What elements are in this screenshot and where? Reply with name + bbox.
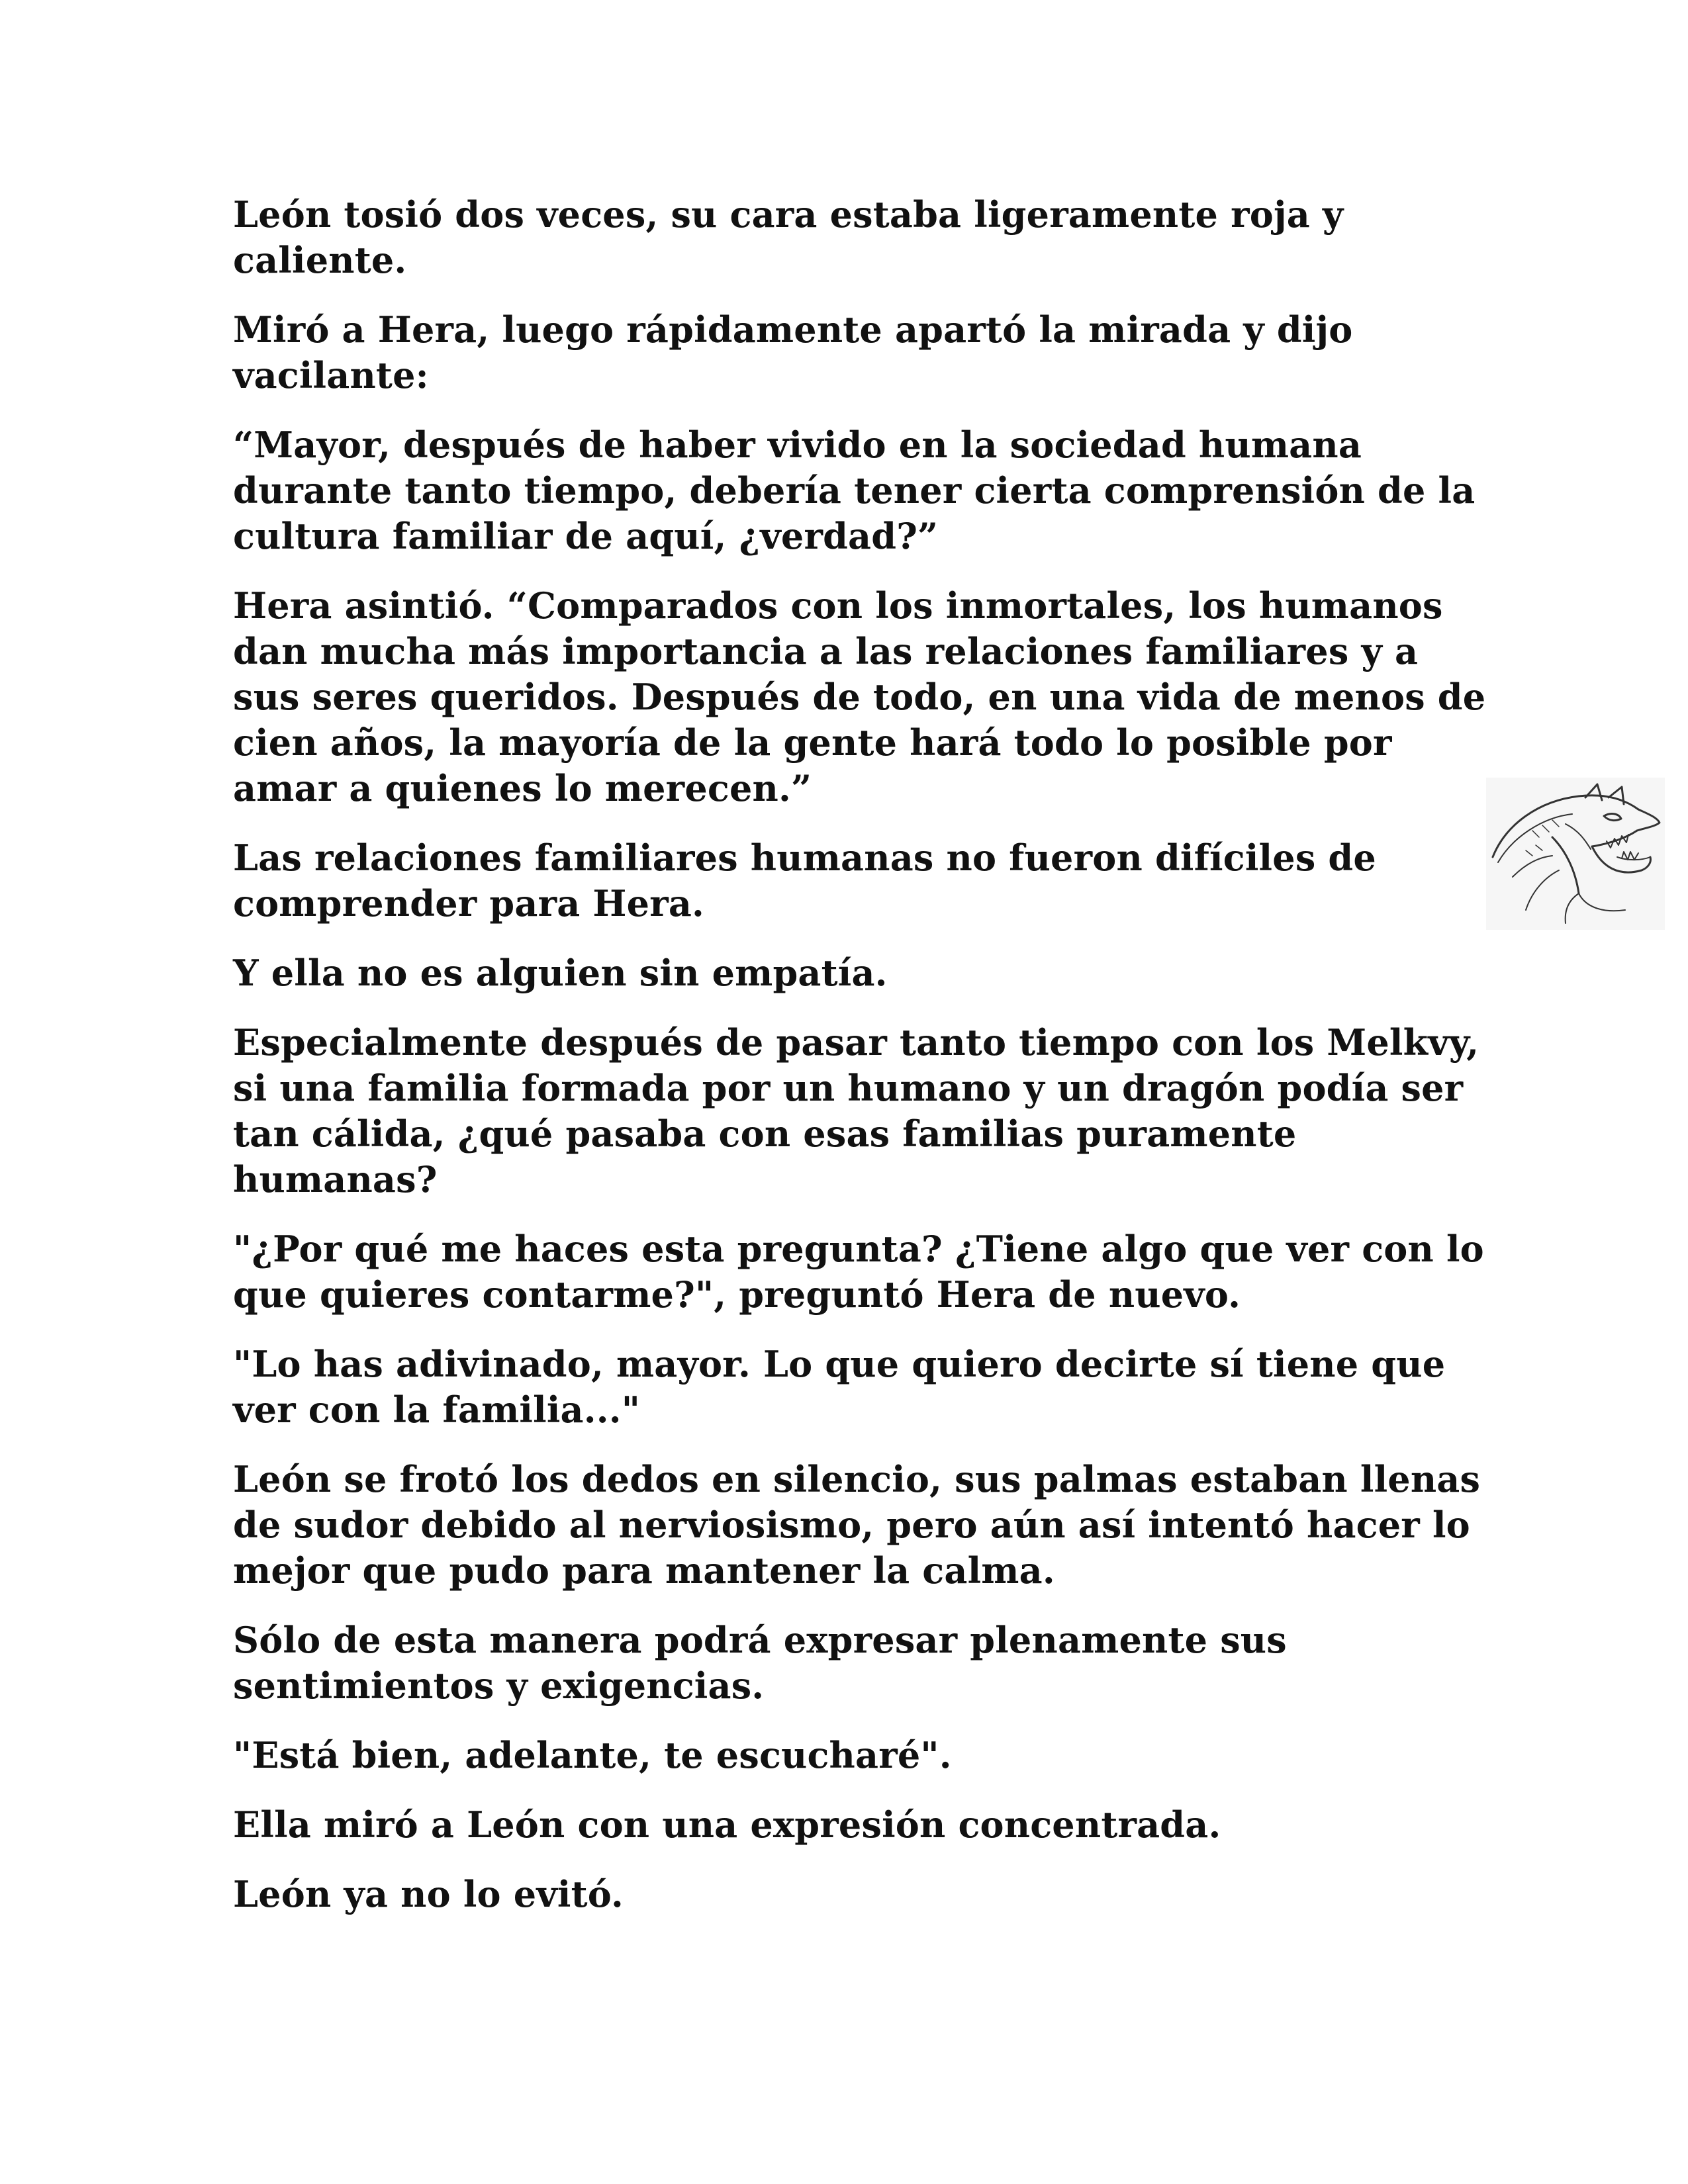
paragraph-11: Sólo de esta manera podrá expresar plenamente sus sentimientos y exigencias.: [233, 1619, 1287, 1707]
paragraph-6: Y ella no es alguien sin empatía.: [233, 952, 888, 994]
paragraph-14: León ya no lo evitó.: [233, 1873, 624, 1915]
paragraph-1: León tosió dos veces, su cara estaba ligeramente roja y caliente.: [233, 193, 1344, 281]
paragraph-2: Miró a Hera, luego rápidamente apartó la mirada y dijo vacilante:: [233, 308, 1353, 396]
paragraph-7: Especialmente después de pasar tanto tiempo con los Melkvy, si una familia formada por un humano y un dragón podía ser tan cálida, ¿qué pasaba con esas familias puramente humanas?: [233, 1021, 1479, 1201]
paragraph-9: "Lo has adivinado, mayor. Lo que quiero decirte sí tiene que ver con la familia...": [233, 1343, 1446, 1431]
paragraph-10: León se frotó los dedos en silencio, sus palmas estaban llenas de sudor debido al nerviosismo, pero aún así intentó hacer lo mejor que pudo para mantener la calma.: [233, 1458, 1481, 1592]
paragraph-13: Ella miró a León con una expresión concentrada.: [233, 1803, 1221, 1846]
dragon-head-sketch-icon: [1486, 778, 1665, 930]
paragraph-3: “Mayor, después de haber vivido en la sociedad humana durante tanto tiempo, debería tener cierta comprensión de la cultura familiar de aquí, ¿verdad?”: [233, 424, 1476, 557]
paragraph-12: "Está bien, adelante, te escucharé".: [233, 1734, 952, 1776]
paragraph-5: Las relaciones familiares humanas no fueron difíciles de comprender para Hera.: [233, 837, 1376, 925]
paragraph-4: Hera asintió. “Comparados con los inmortales, los humanos dan mucha más importancia a las relaciones familiares y a sus seres queridos. Después de todo, en una vida de menos de cien años, la mayoría de la gente hará todo lo posible por amar a quienes lo merecen.”: [233, 584, 1486, 809]
story-text: [233, 192, 1491, 1941]
paragraph-8: "¿Por qué me haces esta pregunta? ¿Tiene algo que ver con lo que quieres contarme?", preguntó Hera de nuevo.: [233, 1228, 1484, 1316]
